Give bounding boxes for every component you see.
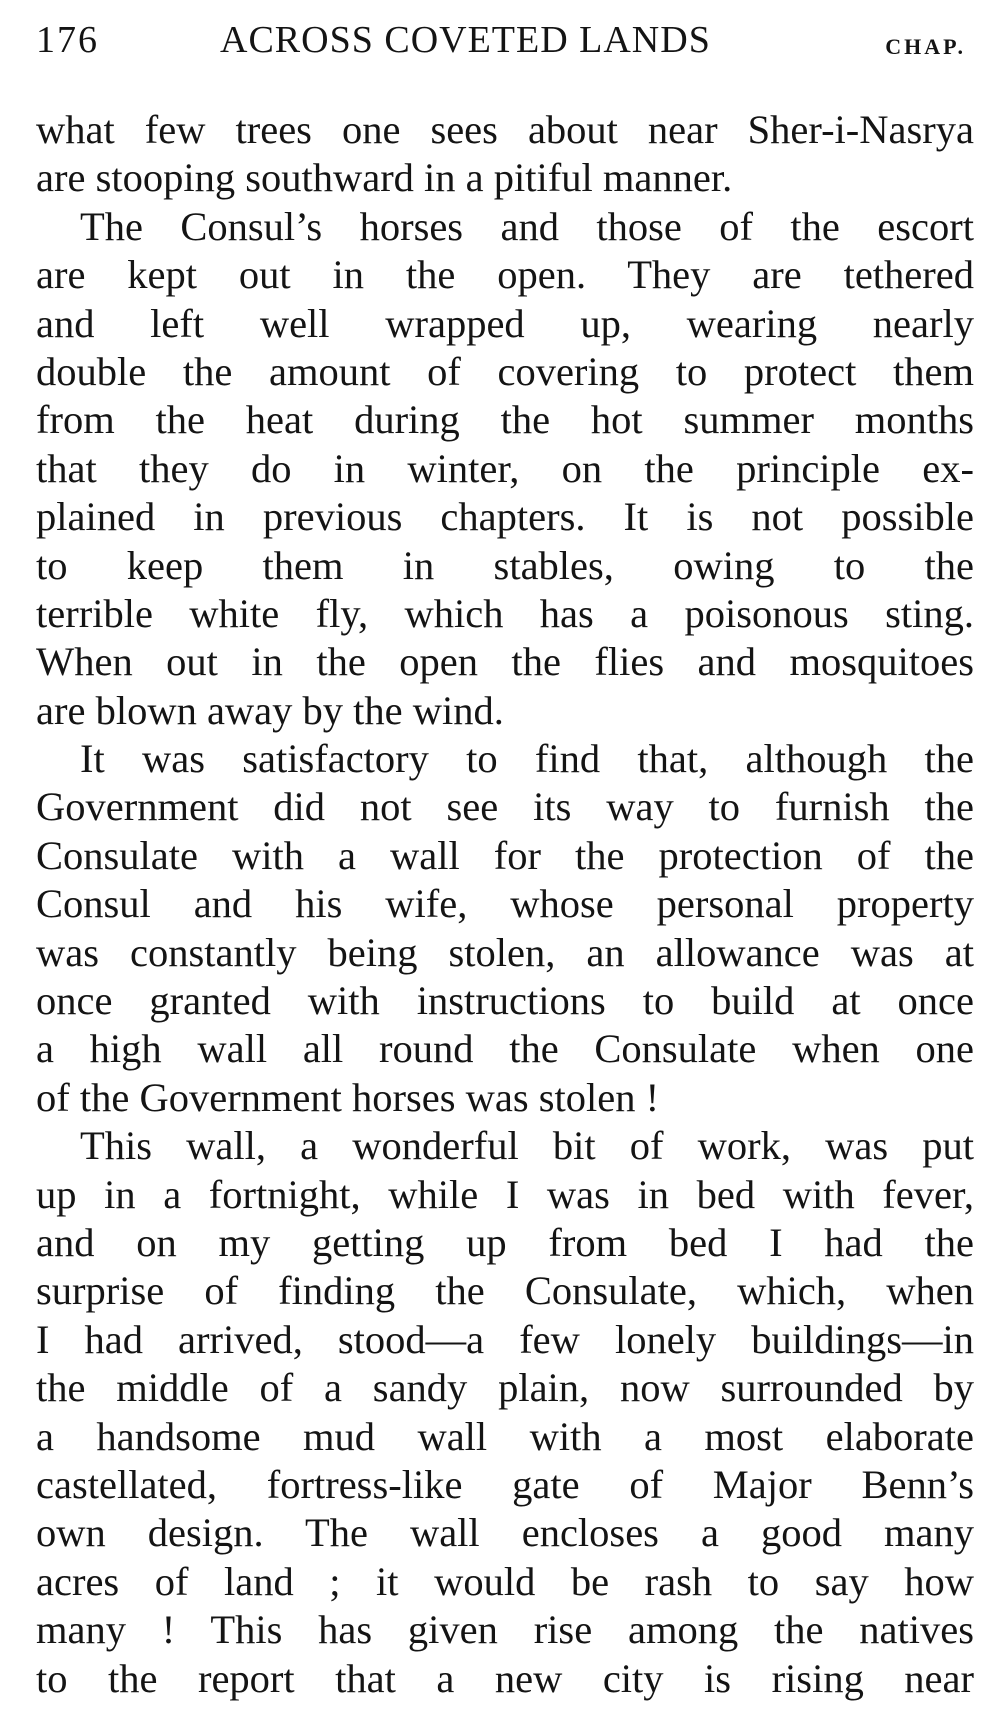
text-line: the middle of a sandy plain, now surrounded by (36, 1365, 974, 1411)
running-head (36, 14, 966, 70)
text-line: plained in previous chapters. It is not possible (36, 494, 974, 540)
text-line: castellated, fortress-like gate of Major Benn’s (36, 1461, 974, 1507)
text-line: are kept out in the open. They are tethered (36, 252, 974, 298)
text-line: It was satisfactory to find that, although the (80, 736, 974, 782)
text-line: The Consul’s horses and those of the escort (80, 203, 974, 249)
text-line: to keep them in stables, owing to the (36, 542, 974, 588)
text-line: acres of land ; it would be rash to say how (36, 1558, 974, 1604)
text-line: and on my getting up from bed I had the (36, 1219, 974, 1265)
book-title: ACROSS COVETED LANDS (220, 19, 711, 61)
text-line: I had arrived, stood—a few lonely buildings—in (36, 1316, 974, 1362)
text-line: Government did not see its way to furnish the (36, 784, 974, 830)
text-line: many ! This has given rise among the natives (36, 1607, 974, 1653)
text-line: double the amount of covering to protect them (36, 348, 974, 394)
text-line: that they do in winter, on the principle ex- (36, 445, 974, 491)
text-line: own design. The wall encloses a good many (36, 1510, 974, 1556)
text-line: up in a fortnight, while I was in bed with fever, (36, 1171, 974, 1217)
text-line: Consulate with a wall for the protection of the (36, 832, 974, 878)
page-number: 176 (36, 19, 99, 61)
text-line: and left well wrapped up, wearing nearly (36, 300, 974, 346)
chapter-label: CHAP. (885, 34, 966, 59)
text-line: surprise of finding the Consulate, which, when (36, 1268, 974, 1314)
text-line: of the Government horses was stolen ! (36, 1074, 660, 1120)
text-line: from the heat during the hot summer months (36, 397, 974, 443)
text-line: When out in the open the flies and mosquitoes (36, 639, 974, 685)
text-line: This wall, a wonderful bit of work, was put (80, 1123, 974, 1169)
text-line: Consul and his wife, whose personal property (36, 881, 974, 927)
text-line: are stooping southward in a pitiful manner. (36, 155, 733, 201)
text-line: terrible white fly, which has a poisonous sting. (36, 590, 974, 636)
text-line: what few trees one sees about near Sher-i-Nasrya (36, 107, 974, 152)
text-line: a high wall all round the Consulate when one (36, 1026, 974, 1072)
text-line: a handsome mud wall with a most elaborate (36, 1413, 974, 1459)
text-line: once granted with instructions to build at once (36, 978, 974, 1024)
text-line: was constantly being stolen, an allowance was at (36, 929, 974, 975)
text-line: to the report that a new city is rising near (36, 1655, 974, 1701)
text-line: are blown away by the wind. (36, 687, 504, 733)
body-text (36, 106, 974, 1703)
